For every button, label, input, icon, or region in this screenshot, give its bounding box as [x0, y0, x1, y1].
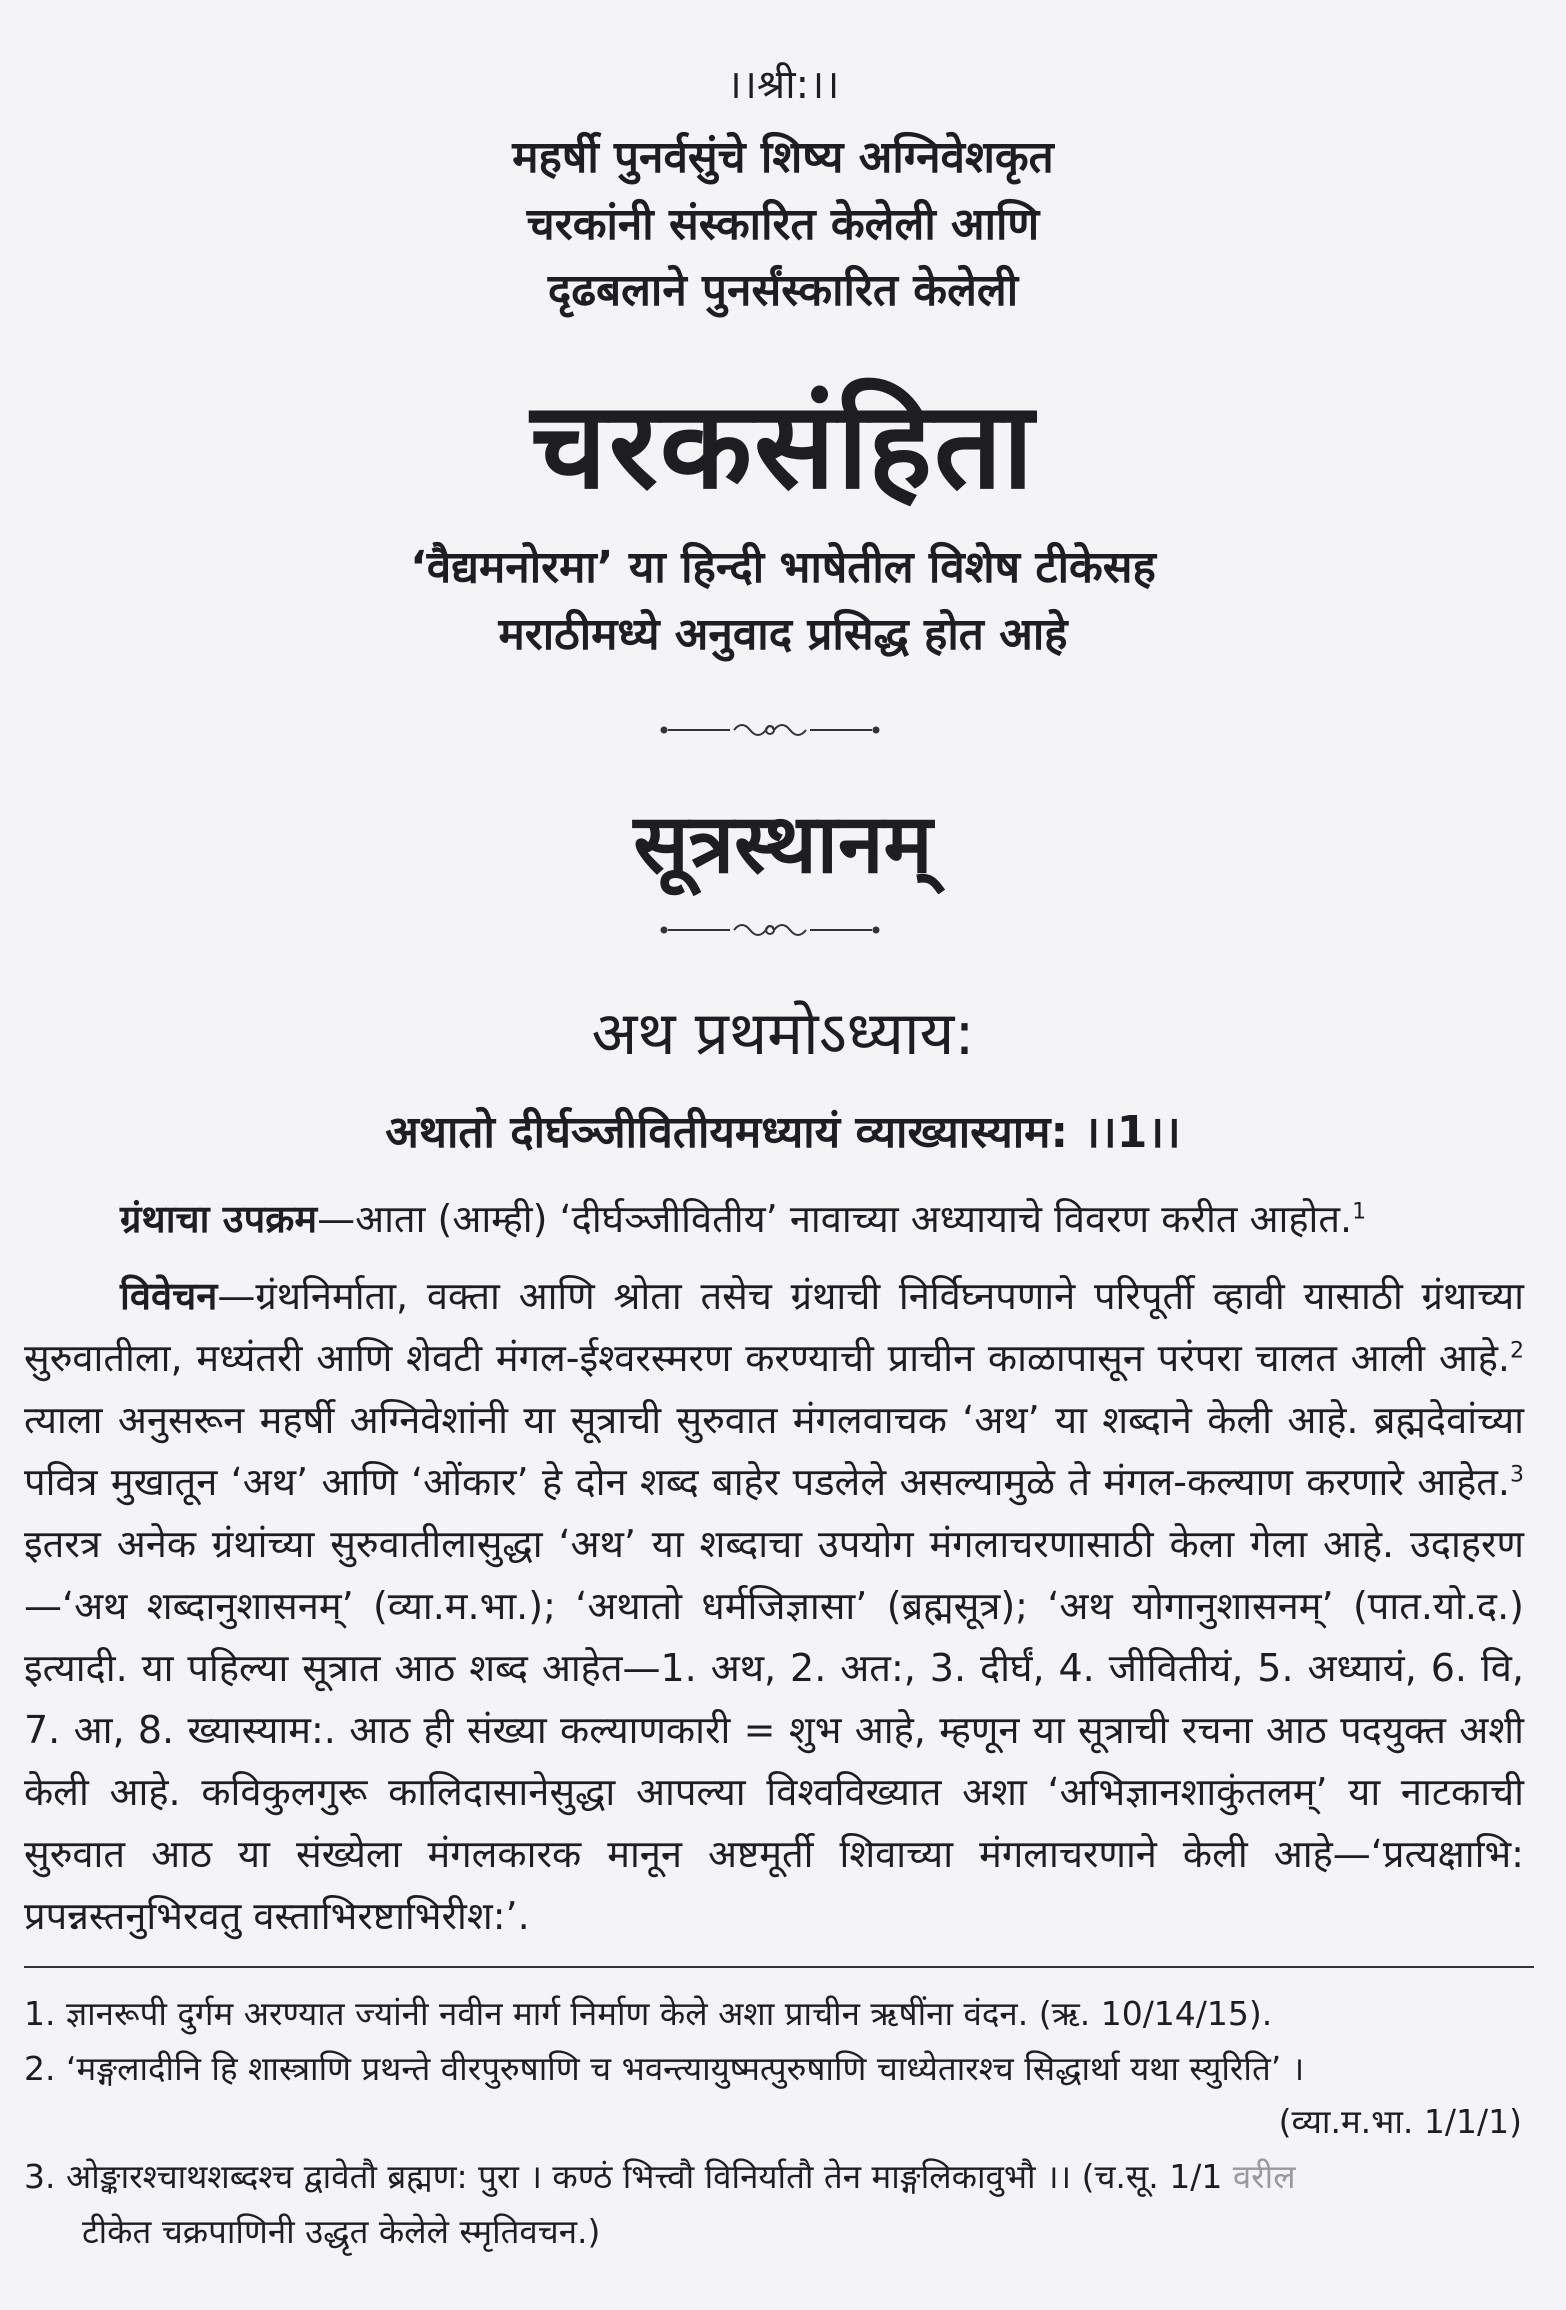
footnote-3-faint: वरील: [1232, 2157, 1296, 2196]
footnote-ref: 3: [1510, 1462, 1524, 1488]
paragraph-text: त्याला अनुसरून महर्षी अग्निवेशांनी या सूत्राची सुरुवात मंगलवाचक ‘अथ’ या शब्दाने केली आहे. ब्रह्मदेवांच्या पवित्र मुखातून ‘अथ’ आणि ‘ओंकार’ हे दोन शब्द बाहेर पडलेले असल्यामुळे ते मंगल-कल्याण करणारे आहेत.: [24, 1398, 1524, 1504]
paragraph-lead: ग्रंथाचा उपक्रम: [120, 1197, 318, 1241]
footnote-ref: 1: [1352, 1199, 1367, 1225]
footnote-divider: [24, 1966, 1534, 1968]
paragraph-text: इतरत्र अनेक ग्रंथांच्या सुरुवातीलासुद्धा ‘अथ’ या शब्दाचा उपयोग मंगलाचरणासाठी केला गेला आहे. उदाहरण—‘अथ शब्दानुशासनम्’ (व्या.म.भा.); ‘अथातो धर्मजिज्ञासा’ (ब्रह्मसूत्र); ‘अथ योगानुशासनम्’ (पात.यो.द.) इत्यादी. या पहिल्या सूत्रात आठ शब्द आहेत—1. अथ, 2. अत:, 3. दीर्घं, 4. जीवितीयं, 5. अध्यायं, 6. वि, 7. आ, 8. ख्यास्याम:. आठ ही संख्या कल्याणकारी = शुभ आहे, म्हणून या सूत्राची रचना आठ पदयुक्त अशी केली आहे. कविकुलगुरू कालिदासानेसुद्धा आपल्या विश्वविख्यात अशा ‘अभिज्ञानशाकुंतलम्’ या नाटकाची सुरुवात आठ या संख्येला मंगलकारक मानून अष्टमूर्ती शिवाच्या मंगलाचरणाने केली आहे—‘प्रत्यक्षाभि: प्रपन्नस्तनुभिरवतु वस्ताभिरष्टाभिरीश:’.: [24, 1522, 1524, 1938]
intro-line-1: महर्षी पुनर्वसुंचे शिष्य अग्निवेशकृत: [512, 132, 1054, 183]
paragraph-text: —ग्रंथनिर्माता, वक्ता आणि श्रोता तसेच ग्रंथाची निर्विघ्नपणाने परिपूर्ती व्हावी यासाठी ग्रंथाच्या सुरुवातीला, मध्यंतरी आणि शेवटी मंगल-ईश्वरस्मरण करण्याची प्राचीन काळापासून परंपरा चालत आली आहे.: [24, 1274, 1524, 1380]
intro-line-3: दृढबलाने पुनर्संस्कारित केलेली: [547, 265, 1019, 316]
footnote-2: 2. ‘मङ्गलादीनि हि शास्त्राणि प्रथन्ते वीरपुरुषाणि च भवन्त्यायुष्मत्पुरुषाणि चाध्येतारश्च सिद्धार्था यथा स्युरिति’ ।: [24, 2049, 1305, 2088]
paragraph-lead: विवेचन: [120, 1274, 218, 1318]
footnote-3-continued: टीकेत चक्रपाणिनी उद्धृत केलेले स्मृतिवचन.): [82, 2212, 601, 2251]
chapter-title: अथ प्रथमोऽध्याय:: [591, 999, 975, 1069]
ornament-divider-icon: [660, 918, 880, 942]
intro-line-2: चरकांनी संस्कारित केलेली आणि: [526, 199, 1040, 250]
paragraph-intro: [24, 1188, 1524, 1250]
subtitle-line-1: ‘वैद्यमनोरमा’ या हिन्दी भाषेतील विशेष टीकेसह: [410, 542, 1156, 593]
footnote-ref: 2: [1510, 1338, 1524, 1364]
ornament-divider-icon: [660, 718, 880, 742]
paragraph-text: —आता (आम्ही) ‘दीर्घञ्जीवितीय’ नावाच्या अध्यायाचे विवरण करीत आहोत.: [317, 1197, 1353, 1241]
subtitle-line-2: मराठीमध्ये अनुवाद प्रसिद्ध होत आहे: [498, 609, 1068, 660]
sutra-verse: अथातो दीर्घञ्जीवितीयमध्यायं व्याख्यास्याम: ।।1।।: [385, 1107, 1181, 1158]
section-title: सूत्रस्थानम्: [633, 797, 933, 892]
paragraph-commentary: [24, 1265, 1524, 1947]
footnote-2-source: (व्या.म.भा. 1/1/1): [1278, 2102, 1522, 2141]
footnote-3-text: 3. ओङ्कारश्चाथशब्दश्च द्वावेतौ ब्रह्मण: पुरा । कण्ठं भित्त्वौ विनिर्यातौ तेन माङ्गलिकावुभौ ।। (च.सू. 1/1: [24, 2157, 1233, 2196]
footnote-3: [24, 2153, 1534, 2201]
invocation: ।।श्री:।।: [726, 62, 840, 108]
footnote-1: 1. ज्ञानरूपी दुर्गम अरण्यात ज्यांनी नवीन मार्ग निर्माण केले अशा प्राचीन ऋषींना वंदन. (ऋ. 10/14/15).: [24, 1994, 1273, 2033]
book-title: चरकसंहिता: [530, 377, 1036, 516]
